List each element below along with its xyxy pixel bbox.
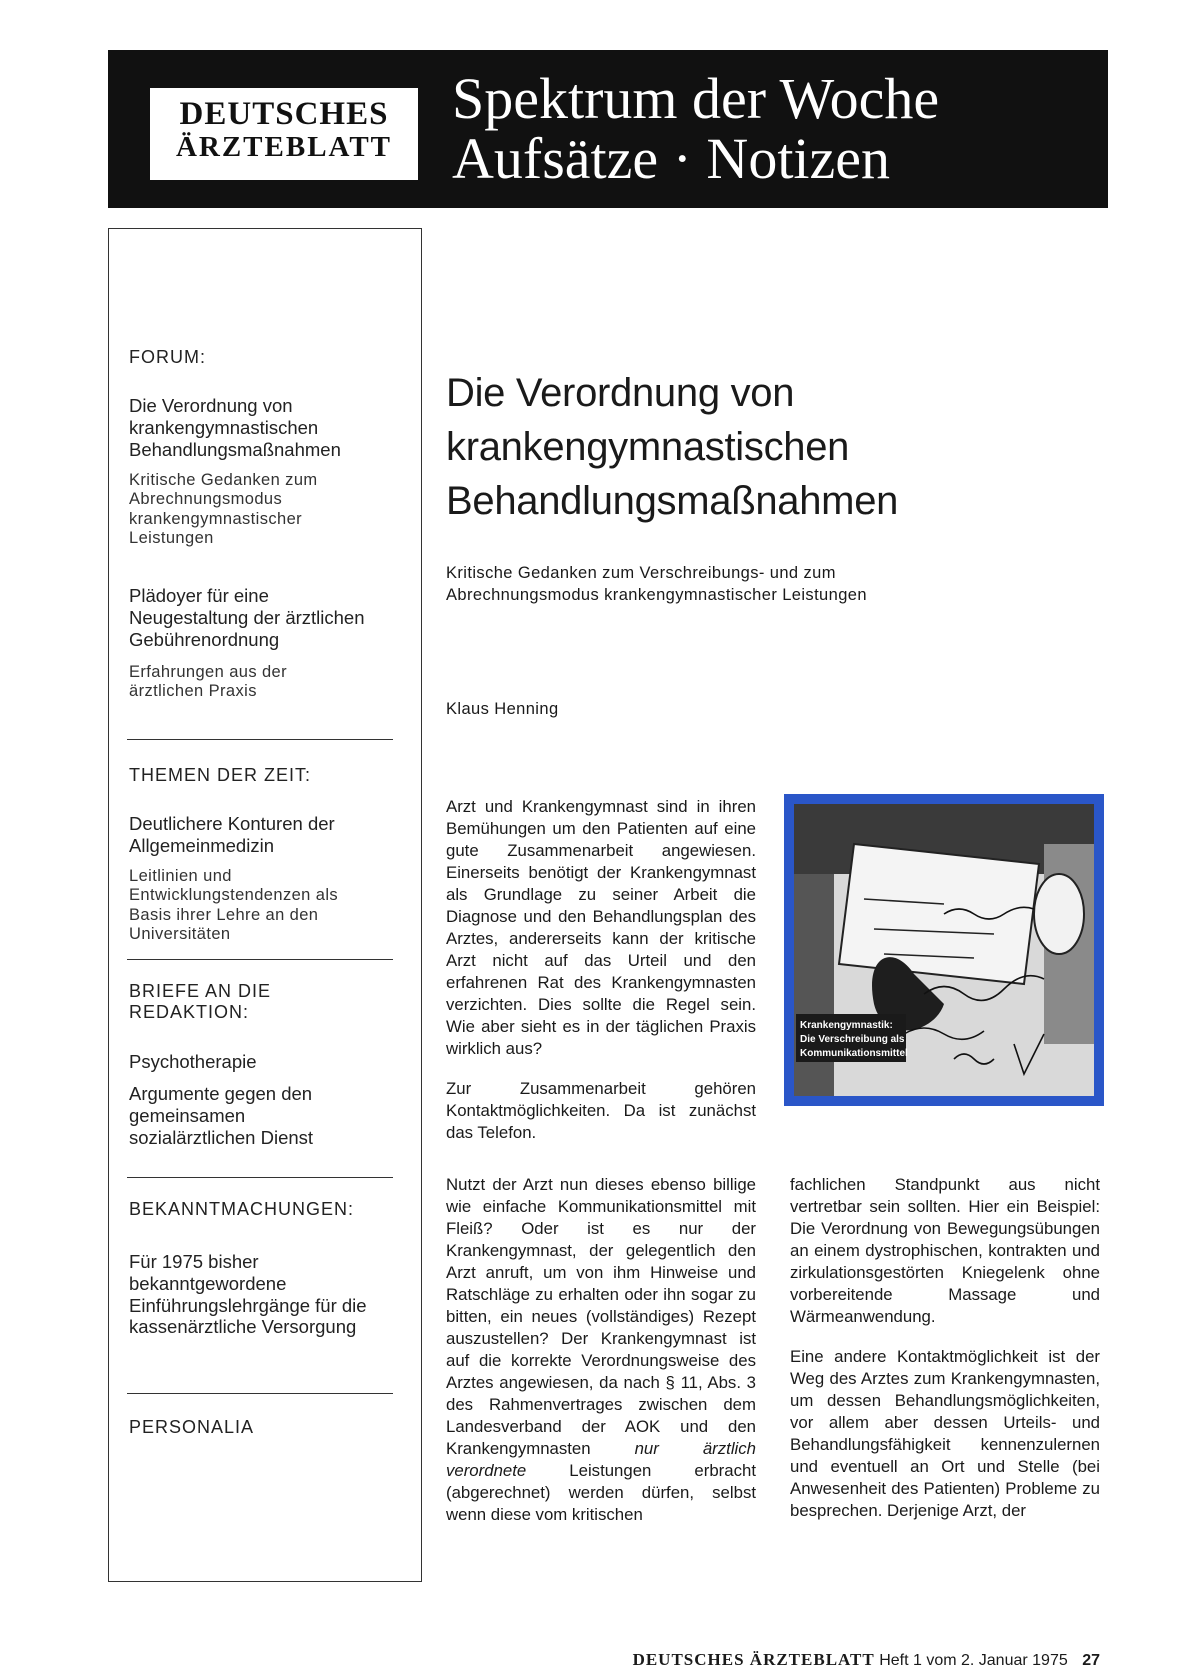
- toc-entry-subtitle: Kritische Gedanken zum Abrechnungsmodus krankengymnastischer Leistungen: [129, 471, 318, 548]
- article-text: Nutzt der Arzt nun dieses ebenso billige wie einfache Kommunikationsmittel mit Fleiß? Oder ist es nur der Krankengymnast, der gelegentlich den Arzt anruft, um von ihm Hinweise und Ratschläge zu erhalten oder ihn sogar zu bitten, ein neues (vollständiges) Rezept auszustellen? Der Krankengymnast ist auf die korrekte Verordnungsweise des Arztes angewiesen, da nach § 11, Abs. 3 des Rahmenvertrages zwischen dem Landesverband der AOK und den Krankengymnasten: [446, 1175, 756, 1458]
- toc-entry-title[interactable]: Psychotherapie: [129, 1051, 257, 1072]
- toc-divider: [127, 739, 393, 740]
- toc-entry-subtitle: Leitlinien und Entwicklungstendenzen als Basis ihrer Lehre an den Universitäten: [129, 867, 339, 944]
- toc-divider: [127, 959, 393, 960]
- article-paragraph: fachlichen Standpunkt aus nicht vertretbar sein sollten. Hier ein Beispiel: Die Verordnung von Bewegungsübungen an einem dystrophischen, kontrakten und zirkulationsgestörten Kniegelenk ohne vorbereitende Massage und Wärmeanwendung.: [790, 1175, 1100, 1326]
- article-title: Die Verordnung von krankengymnastischen Behandlungsmaßnahmen: [446, 371, 899, 523]
- article-emphasis: nur ärztlich verordnete: [446, 1439, 756, 1480]
- toc-entry-title[interactable]: Deutlichere Konturen der Allgemeinmedizin: [129, 813, 335, 856]
- article-paragraph: [446, 1174, 756, 1526]
- toc-entry-subtitle: Erfahrungen aus der ärztlichen Praxis: [129, 663, 288, 701]
- article-paragraph: Eine andere Kontaktmöglichkeit ist der Weg des Arztes zum Krankengymnasten, um dessen Behandlungsmöglichkeiten, vor allem aber dessen Urteils- und Behandlungsfähigkeit kennenzulernen und eventuell an Ort und Stelle (bei Anwesenheit des Patienten) Probleme zu besprechen. Derjenige Arzt, der: [790, 1347, 1100, 1520]
- toc-entry-title[interactable]: Die Verordnung von krankengymnastischen Behandlungsmaßnahmen: [129, 395, 341, 460]
- magazine-logo: [150, 88, 418, 180]
- photo-caption-line: Krankengymnastik:: [800, 1020, 893, 1031]
- footer-magazine-name: DEUTSCHES ÄRZTEBLATT: [632, 1650, 875, 1669]
- article-subtitle: Kritische Gedanken zum Verschreibungs- und zum Abrechnungsmodus krankengymnastischer Leistungen: [446, 564, 867, 605]
- toc-entry-title[interactable]: Plädoyer für eine Neugestaltung der ärztlichen Gebührenordnung: [129, 585, 365, 650]
- section-title-line-1: Spektrum der Woche: [452, 66, 940, 131]
- toc-divider: [127, 1393, 393, 1394]
- toc-divider: [127, 1177, 393, 1178]
- page-footer: [520, 1650, 1100, 1670]
- logo-line-1: DEUTSCHES: [179, 96, 389, 132]
- toc-heading-themen: THEMEN DER ZEIT:: [129, 765, 312, 785]
- article-text: Leistungen erbracht (abgerechnet) werden dürfen, selbst wenn diese vom kritischen: [446, 1461, 756, 1524]
- section-title-line-2: Aufsätze · Notizen: [452, 126, 891, 191]
- table-of-contents-sidebar: [108, 228, 422, 1582]
- article-column-upper: [446, 796, 756, 1162]
- page-number: 27: [1082, 1652, 1100, 1669]
- toc-entry-title[interactable]: Für 1975 bisher bekanntgewordene Einführungslehrgänge für die kassenärztliche Versorgung: [129, 1251, 367, 1338]
- photo-caption-line: Die Verschreibung als: [800, 1034, 905, 1045]
- logo-line-2: ÄRZTEBLATT: [175, 131, 393, 163]
- article-column-right: [790, 1174, 1100, 1540]
- toc-heading-briefe: BRIEFE AN DIE REDAKTION:: [129, 981, 272, 1023]
- prescription-photo-image: [794, 804, 1094, 1096]
- footer-issue: Heft 1 vom 2. Januar 1975: [879, 1652, 1068, 1669]
- photo-caption-line: Kommunikationsmittel: [800, 1048, 908, 1059]
- toc-heading-forum: FORUM:: [129, 347, 206, 367]
- article-paragraph: Arzt und Krankengymnast sind in ihren Bemühungen um den Patienten auf eine gute Zusammenarbeit angewiesen. Einerseits benötigt der Krankengymnast als Grundlage zu seiner Arbeit die Diagnose und den Behandlungsplan des Arztes, andererseits kann der kritische Arzt nicht auf das Urteil und den erfahrenen Rat des Krankengymnasten verzichten. Dies sollte die Regel sein. Wie aber sieht es in der täglichen Praxis wirklich aus?: [446, 797, 756, 1058]
- toc-heading-personalia[interactable]: PERSONALIA: [129, 1417, 255, 1437]
- article-column-left: [446, 1174, 756, 1544]
- article-paragraph: Zur Zusammenarbeit gehören Kontaktmöglichkeiten. Da ist zunächst das Telefon.: [446, 1079, 756, 1142]
- article-author: Klaus Henning: [446, 700, 559, 718]
- toc-heading-bekanntmachungen: BEKANNTMACHUNGEN:: [129, 1199, 355, 1219]
- toc-entry-title[interactable]: Argumente gegen den gemeinsamen sozialärztlichen Dienst: [129, 1083, 314, 1148]
- article-photo: [784, 794, 1104, 1106]
